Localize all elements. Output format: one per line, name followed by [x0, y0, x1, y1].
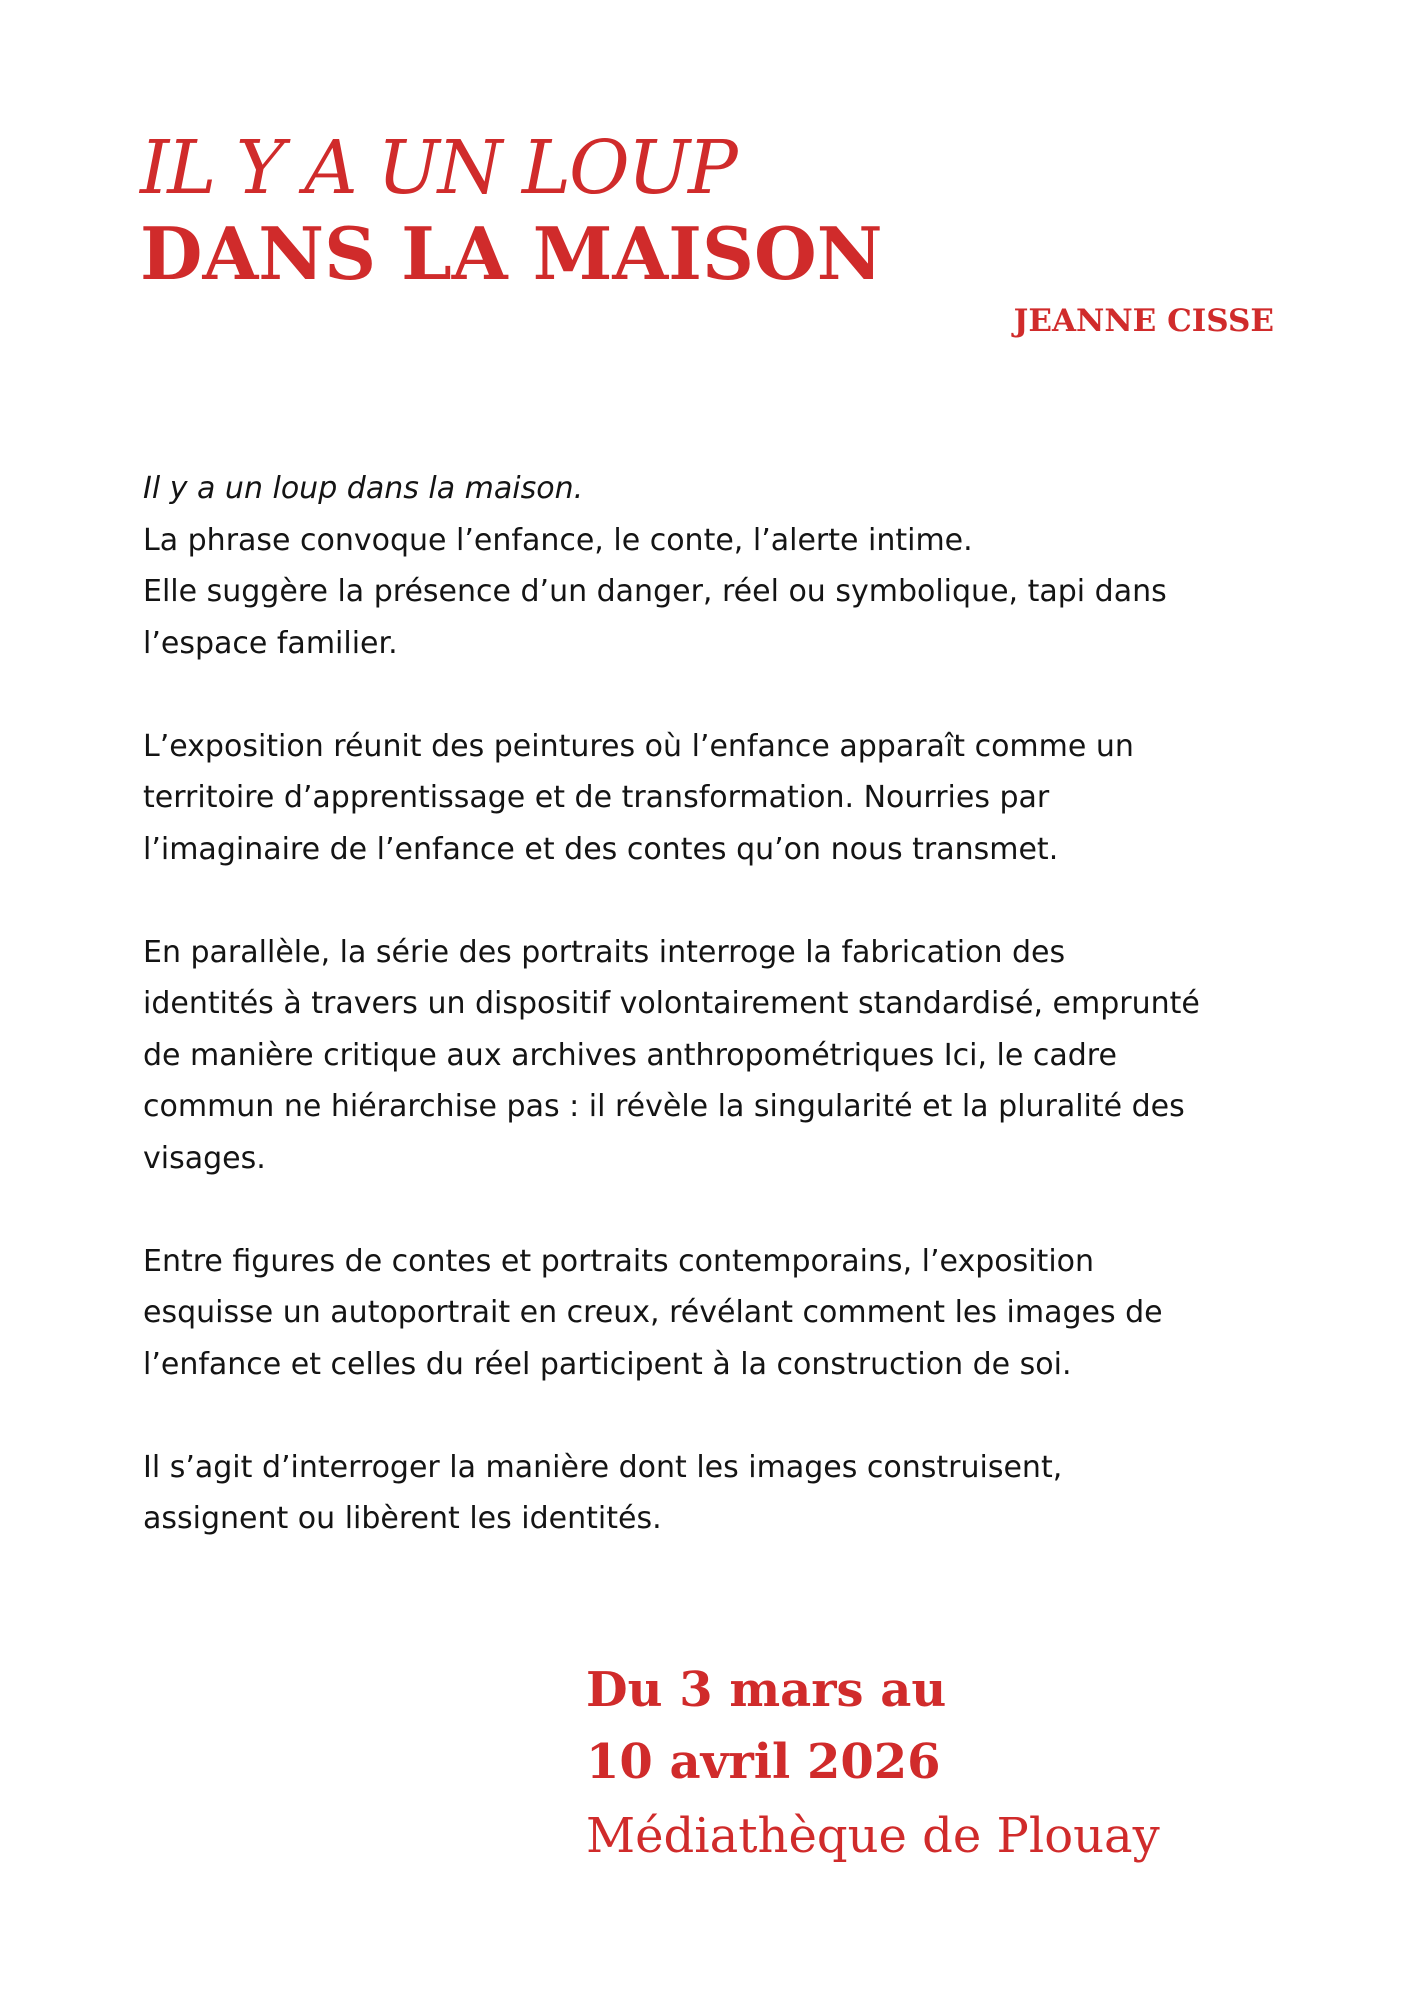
description-line: l’imaginaire de l’enfance et des contes qu’on nous transmet. [143, 831, 1059, 867]
description-line: visages. [143, 1140, 266, 1176]
description-line: La phrase convoque l’enfance, le conte, l’alerte intime. [143, 522, 973, 558]
dates-line-2: 10 avril 2026 [586, 1734, 941, 1790]
description-paragraph-4 [143, 1236, 1283, 1391]
description-paragraph-2 [143, 721, 1283, 876]
description-line: Il y a un loup dans la maison. [143, 471, 584, 506]
description-line: Entre figures de contes et portraits contemporains, l’exposition [143, 1243, 1095, 1279]
description-line: En parallèle, la série des portraits interroge la fabrication des [143, 934, 1066, 970]
description-line: Elle suggère la présence d’un danger, réel ou symbolique, tapi dans [143, 574, 1167, 609]
dates-line-1: Du 3 mars au [586, 1662, 947, 1718]
exhibition-title-line2: DANS LA MAISON [140, 211, 883, 296]
description-line: de manière critique aux archives anthropométriques Ici, le cadre [143, 1037, 1117, 1073]
description-paragraph-1 [143, 463, 1283, 669]
exhibition-venue: Médiathèque de Plouay [586, 1808, 1160, 1864]
description-line: assignent ou libèrent les identités. [143, 1501, 662, 1536]
description-paragraph-5 [143, 1442, 1283, 1545]
description-paragraph-3 [143, 927, 1283, 1185]
description-line: l’espace familier. [143, 625, 398, 661]
artist-name: JEANNE CISSE [1013, 303, 1274, 339]
exhibition-title-line1: IL Y A UN LOUP [140, 125, 736, 211]
description-line: l’enfance et celles du réel participent à la construction de soi. [143, 1346, 1072, 1382]
description-line: esquisse un autoportrait en creux, révélant comment les images de [143, 1295, 1163, 1330]
description-line: territoire d’apprentissage et de transformation. Nourries par [143, 780, 1050, 815]
description-line: commun ne hiérarchise pas : il révèle la singularité et la pluralité des [143, 1089, 1185, 1124]
exhibition-description [143, 463, 1283, 1596]
description-line: Il s’agit d’interroger la manière dont les images construisent, [143, 1449, 1063, 1485]
exhibition-dates [586, 1654, 946, 1798]
description-line: L’exposition réunit des peintures où l’enfance apparaît comme un [143, 728, 1134, 764]
description-line: identités à travers un dispositif volontairement standardisé, emprunté [143, 986, 1200, 1021]
